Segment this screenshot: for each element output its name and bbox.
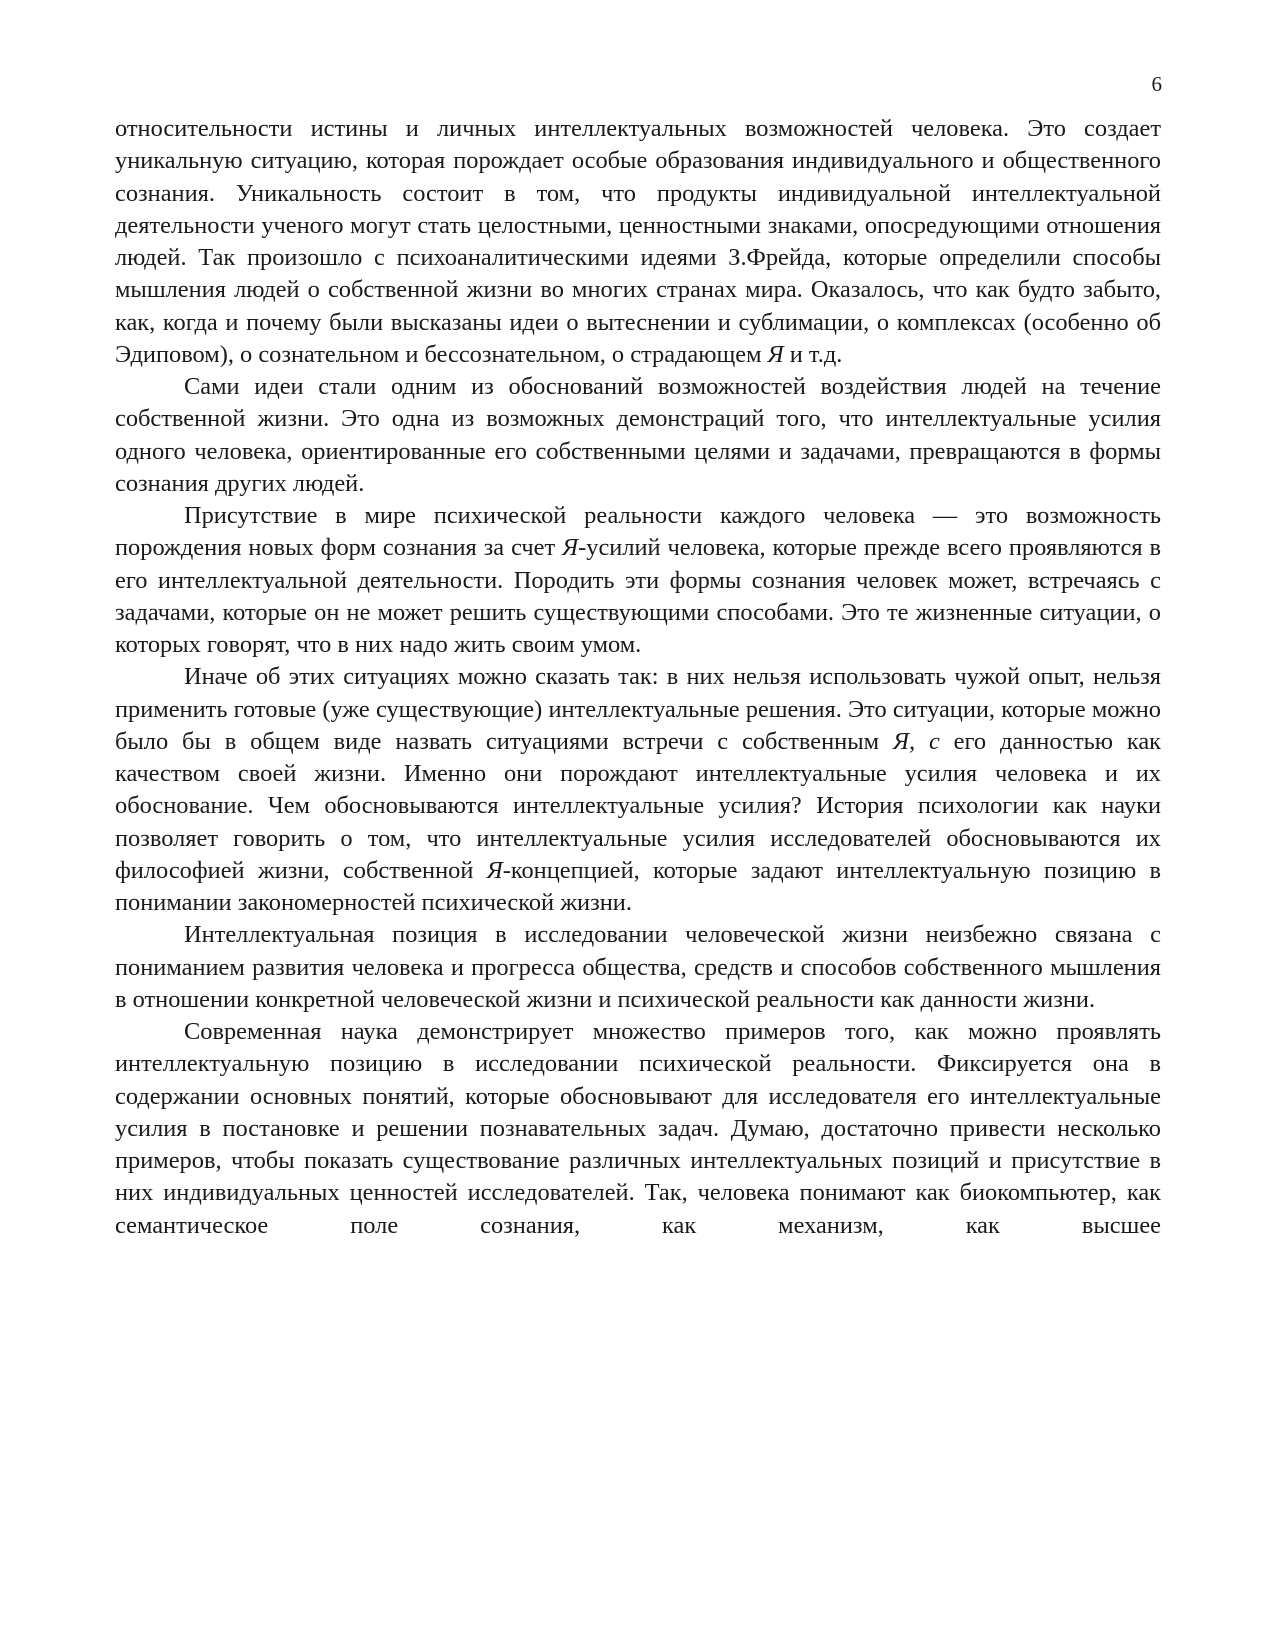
paragraph-italic-text: Я [767, 340, 784, 368]
page-number: 6 [1151, 72, 1162, 96]
paragraph-text: -усилий человека, которые прежде всего проявляются в его интеллектуальной деятельности. Породить эти формы сознания человек может, встречаясь с задачами, которые он не может решить существующими способами. Это те жизненные ситуации, о которых говорят, что в них надо жить своим умом. [115, 534, 1161, 658]
paragraph-italic-text: Я [486, 856, 503, 884]
paragraph [115, 113, 1161, 371]
paragraph-text: Иначе об этих ситуациях можно сказать так: в них нельзя использовать чужой опыт, нельзя применить готовые (уже существующие) интеллектуальные решения. Это ситуации, которые можно было бы в общем виде назвать ситуациями встречи с собственным [115, 663, 1161, 755]
paragraph [115, 371, 1161, 500]
paragraph [115, 500, 1161, 661]
paragraph [115, 1016, 1161, 1242]
paragraph-text: Присутствие в мире психической реальности каждого человека — это возможность порождения новых форм сознания за счет [115, 502, 1161, 562]
paragraph-text: -концепцией, которые задают интеллектуальную позицию в понимании закономерностей психической жизни. [115, 856, 1161, 916]
paragraph-text: Сами идеи стали одним из обоснований возможностей воздействия людей на течение собственной жизни. Это одна из возможных демонстраций того, что интеллектуальные усилия одного человека, ориентированные его собственными целями и задачами, превращаются в формы сознания других людей. [115, 373, 1161, 497]
paragraph-text: Современная наука демонстрирует множество примеров того, как можно проявлять интеллектуальную позицию в исследовании психической реальности. Фиксируется она в содержании основных понятий, которые обосновывают для исследователя его интеллектуальные усилия в постановке и решении познавательных задач. Думаю, достаточно привести несколько примеров, чтобы показать существование различных интеллектуальных позиций и присутствие в них индивидуальных ценностей исследователей. Так, человека понимают как биокомпьютер, как семантическое поле сознания, как механизм, как высшее [115, 1018, 1161, 1239]
body-text [115, 113, 1161, 1242]
paragraph [115, 919, 1161, 1016]
paragraph-text: относительности истины и личных интеллектуальных возможностей человека. Это создает уникальную ситуацию, которая порождает особые образования индивидуального и общественного сознания. Уникальность состоит в том, что продукты индивидуальной интеллектуальной деятельности ученого могут стать целостными, ценностными знаками, опосредующими отношения людей. Так произошло с психоаналитическими идеями З.Фрейда, которые определили способы мышления людей о собственной жизни во многих странах мира. Оказалось, что как будто забыто, как, когда и почему были высказаны идеи о вытеснении и сублимации, о комплексах (особенно об Эдиповом), о сознательном и бессознательном, о страдающем [115, 115, 1161, 368]
paragraph-text: и т.д. [783, 340, 843, 368]
paragraph-text: его данностью как качеством своей жизни. Именно они порождают интеллектуальные усилия человека и их обоснование. Чем обосновываются интеллектуальные усилия? История психологии как науки позволяет говорить о том, что интеллектуальные усилия исследователей обосновываются их философией жизни, собственной [115, 727, 1161, 884]
paragraph [115, 661, 1161, 919]
paragraph-italic-text: Я [562, 534, 579, 562]
paragraph-italic-text: Я, с [892, 727, 940, 755]
paragraph-text: Интеллектуальная позиция в исследовании человеческой жизни неизбежно связана с пониманием развития человека и прогресса общества, средств и способов собственного мышления в отношении конкретной человеческой жизни и психической реальности как данности жизни. [115, 921, 1161, 1013]
